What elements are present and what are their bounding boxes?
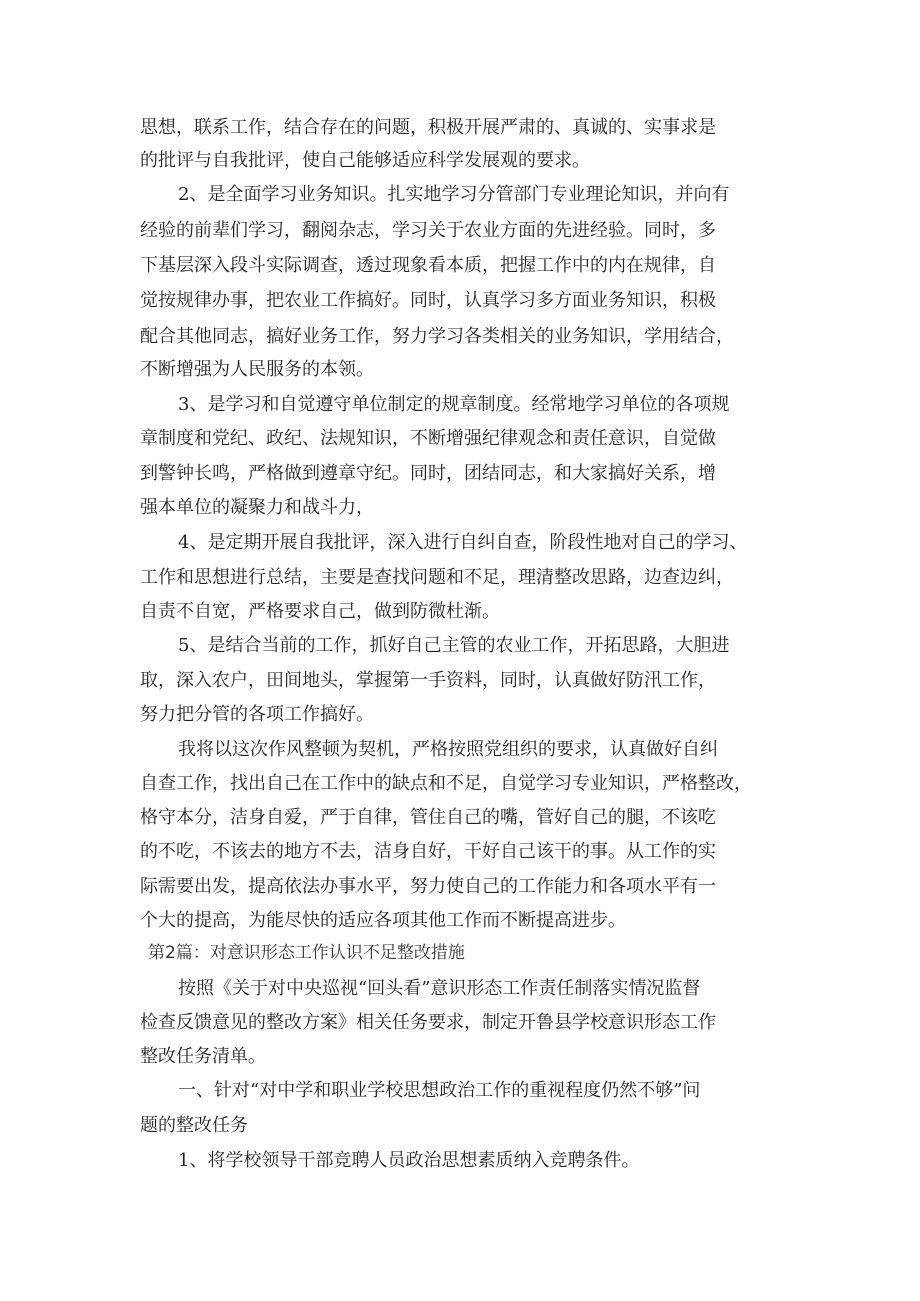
text-line: 4、是定期开展自我批评，深入进行自纠自查，阶段性地对自己的学习、 xyxy=(178,532,748,553)
text-line: 的不吃，不该去的地方不去，洁身自好，干好自己该干的事。从工作的实 xyxy=(140,841,716,862)
text-line: 觉按规律办事，把农业工作搞好。同时，认真学习多方面业务知识，积极 xyxy=(140,290,716,311)
text-line: 自查工作，找出自己在工作中的缺点和不足，自觉学习专业知识，严格整改， xyxy=(140,773,752,794)
text-line: 我将以这次作风整顿为契机，严格按照党组织的要求，认真做好自纠 xyxy=(178,739,718,760)
text-line: 不断增强为人民服务的本领。 xyxy=(140,359,374,380)
text-line: 2、是全面学习业务知识。扎实地学习分管部门专业理论知识，并向有 xyxy=(178,184,730,205)
text-line: 际需要出发，提高依法办事水平，努力使自己的工作能力和各项水平有一 xyxy=(140,876,716,897)
text-line: 取，深入农户，田间地头，掌握第一手资料，同时，认真做好防汛工作， xyxy=(140,670,716,691)
text-line: 工作和思想进行总结，主要是查找问题和不足，理清整改思路，边查边纠， xyxy=(140,567,734,588)
text-line: 章制度和党纪、政纪、法规知识，不断增强纪律观念和责任意识，自觉做 xyxy=(140,428,716,449)
text-line: 配合其他同志，搞好业务工作，努力学习各类相关的业务知识，学用结合， xyxy=(140,326,734,347)
text-line: 1、将学校领导干部竞聘人员政治思想素质纳入竞聘条件。 xyxy=(178,1150,640,1171)
text-line: 整改任务清单。 xyxy=(140,1046,266,1067)
text-line: 3、是学习和自觉遵守单位制定的规章制度。经常地学习单位的各项规 xyxy=(178,394,730,415)
text-line: 一、针对“对中学和职业学校思想政治工作的重视程度仍然不够”问 xyxy=(178,1080,701,1101)
text-line: 努力把分管的各项工作搞好。 xyxy=(140,704,374,725)
text-line: 格守本分，洁身自爱，严于自律，管住自己的嘴，管好自己的腿，不该吃 xyxy=(140,807,716,828)
text-line: 个大的提高，为能尽快的适应各项其他工作而不断提高进步。 xyxy=(140,910,626,931)
section-heading: 第2篇：对意识形态工作认识不足整改措施 xyxy=(148,943,465,963)
text-line: 检查反馈意见的整改方案》相关任务要求，制定开鲁县学校意识形态工作 xyxy=(140,1012,716,1033)
text-line: 按照《关于对中央巡视“回头看”意识形态工作责任制落实情况监督 xyxy=(178,978,701,999)
text-line: 的批评与自我批评，使自己能够适应科学发展观的要求。 xyxy=(140,150,590,171)
text-line: 到警钟长鸣，严格做到遵章守纪。同时，团结同志，和大家搞好关系，增 xyxy=(140,463,716,484)
text-line: 经验的前辈们学习，翻阅杂志，学习关于农业方面的先进经验。同时，多 xyxy=(140,220,716,241)
text-line: 思想，联系工作，结合存在的问题，积极开展严肃的、真诚的、实事求是 xyxy=(140,117,716,138)
text-line: 题的整改任务 xyxy=(140,1115,248,1136)
text-line: 强本单位的凝聚力和战斗力， xyxy=(140,497,374,518)
text-line: 下基层深入段斗实际调查，透过现象看本质，把握工作中的内在规律，自 xyxy=(140,255,716,276)
text-line: 5、是结合当前的工作，抓好自己主管的农业工作，开拓思路，大胆进 xyxy=(178,635,730,656)
text-line: 自责不自宽，严格要求自己，做到防微杜渐。 xyxy=(140,601,500,622)
